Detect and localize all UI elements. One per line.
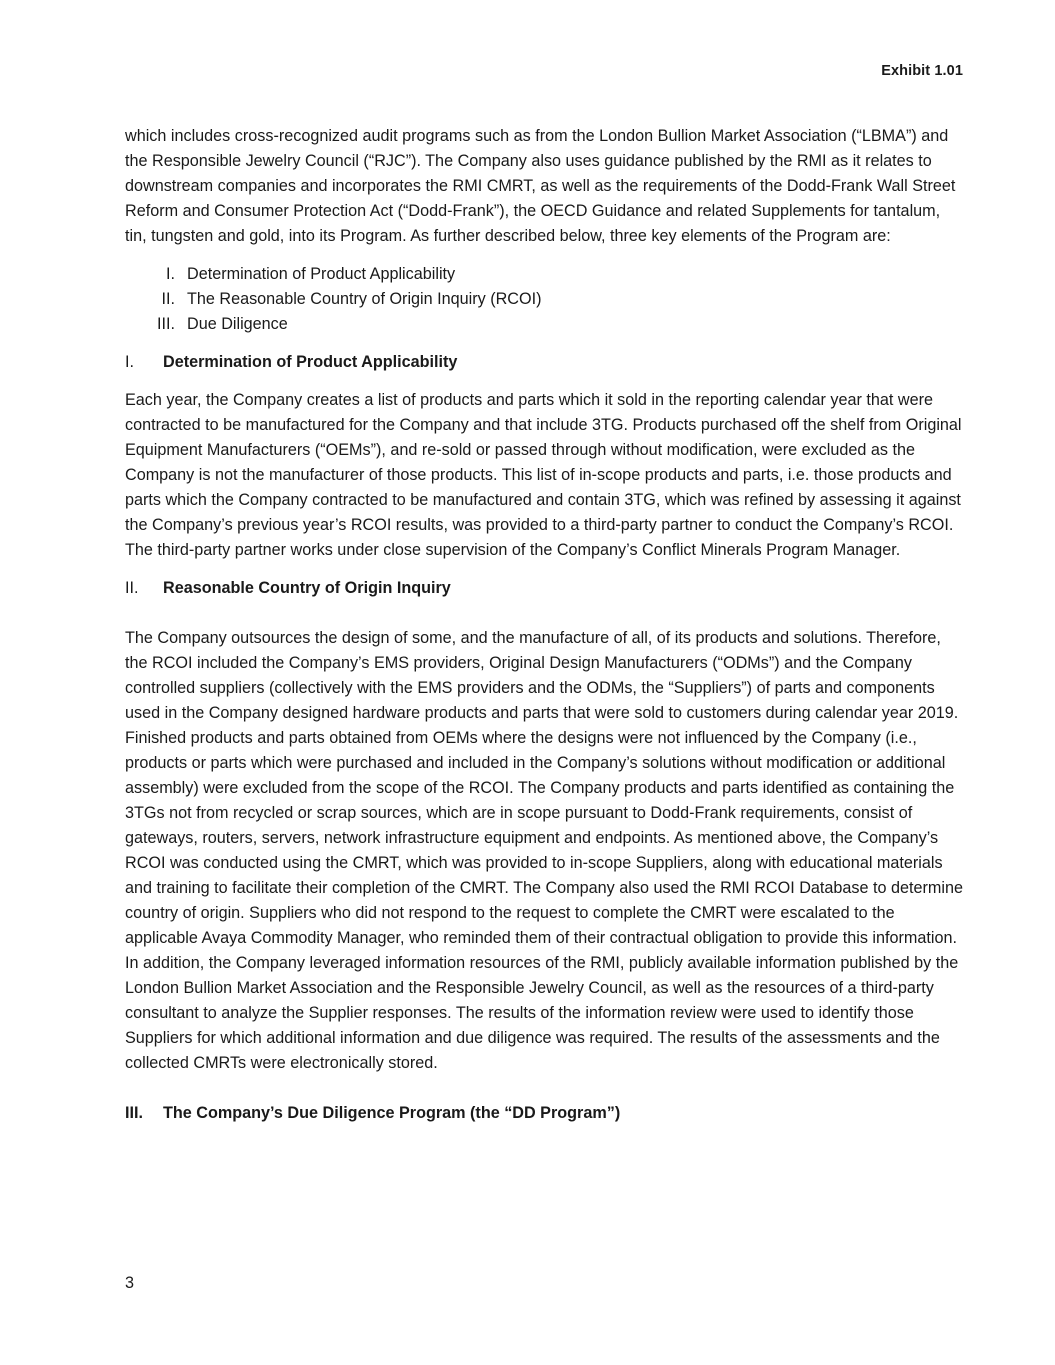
list-item: [125, 287, 965, 312]
section-2-title: Reasonable Country of Origin Inquiry: [163, 579, 451, 597]
section-1-paragraph: Each year, the Company creates a list of products and parts which it sold in the reporting calendar year that were contracted to be manufactured for the Company and that include 3TG. Products purchased off the shelf from Original Equipment Manufacturers (“OEMs”), and re-sold or passed through without modification, were excluded as the Company is not the manufacturer of those products. This list of in-scope products and parts, i.e. those products and parts which the Company contracted to be manufactured and contain 3TG, which was refined by assessing it against the Company’s previous year’s RCOI results, was provided to a third-party partner to conduct the Company’s RCOI. The third-party partner works under close supervision of the Company’s Conflict Minerals Program Manager.: [125, 391, 962, 559]
list-item-text: Due Diligence: [187, 315, 288, 333]
list-item-number: III.: [157, 315, 175, 333]
list-item-number: II.: [161, 290, 175, 308]
list-item-text: The Reasonable Country of Origin Inquiry (RCOI): [187, 290, 542, 308]
program-elements-list: [125, 262, 965, 337]
intro-paragraph: which includes cross-recognized audit programs such as from the London Bullion Market Association (“LBMA”) and the Responsible Jewelry Council (“RJC”). The Company also uses guidance published by the RMI as it relates to downstream companies and incorporates the RMI CMRT, as well as the requirements of the Dodd-Frank Wall Street Reform and Consumer Protection Act (“Dodd-Frank”), the OECD Guidance and related Supplements for tantalum, tin, tungsten and gold, into its Program. As further described below, three key elements of the Program are:: [125, 127, 956, 245]
section-3-heading: [125, 1101, 965, 1126]
list-item: [125, 262, 965, 287]
section-3-title: The Company’s Due Diligence Program (the “DD Program”): [163, 1104, 621, 1122]
exhibit-label: Exhibit 1.01: [881, 63, 963, 79]
section-1-heading: [125, 350, 965, 375]
document-body: [125, 124, 965, 1139]
section-1-title: Determination of Product Applicability: [163, 353, 458, 371]
section-2-heading: [125, 576, 965, 601]
page-number: 3: [125, 1274, 135, 1292]
section-3-number: III.: [125, 1104, 143, 1122]
list-item-text: Determination of Product Applicability: [187, 265, 456, 283]
section-2-number: II.: [125, 579, 139, 597]
list-item: [125, 312, 965, 337]
list-item-number: I.: [166, 265, 175, 283]
section-2-paragraph: The Company outsources the design of some, and the manufacture of all, of its products and solutions. Therefore, the RCOI included the Company’s EMS providers, Original Design Manufacturers (“ODMs”) and the Company controlled suppliers (collectively with the EMS providers and the ODMs, the “Suppliers”) of parts and components used in the Company designed hardware products and parts that were sold to customers during calendar year 2019. Finished products and parts obtained from OEMs where the designs were not influenced by the Company (i.e., products or parts which were purchased and included in the Company’s solutions without modification or additional assembly) were excluded from the scope of the RCOI. The Company products and parts identified as containing the 3TGs not from recycled or scrap sources, which are in scope pursuant to Dodd-Frank requirements, consist of gateways, routers, servers, network infrastructure equipment and endpoints. As mentioned above, the Company’s RCOI was conducted using the CMRT, which was provided to in-scope Suppliers, along with educational materials and training to facilitate their completion of the CMRT. The Company also used the RMI RCOI Database to determine country of origin. Suppliers who did not respond to the request to complete the CMRT were escalated to the applicable Avaya Commodity Manager, who reminded them of their contractual obligation to provide this information. In addition, the Company leveraged information resources of the RMI, publicly available information published by the London Bullion Market Association and the Responsible Jewelry Council, as well as the resources of a third-party consultant to analyze the Supplier responses. The results of the information review were used to identify those Suppliers for which additional information and due diligence was required. The results of the assessments and the collected CMRTs were electronically stored.: [125, 629, 963, 1072]
section-1-number: I.: [125, 353, 134, 371]
